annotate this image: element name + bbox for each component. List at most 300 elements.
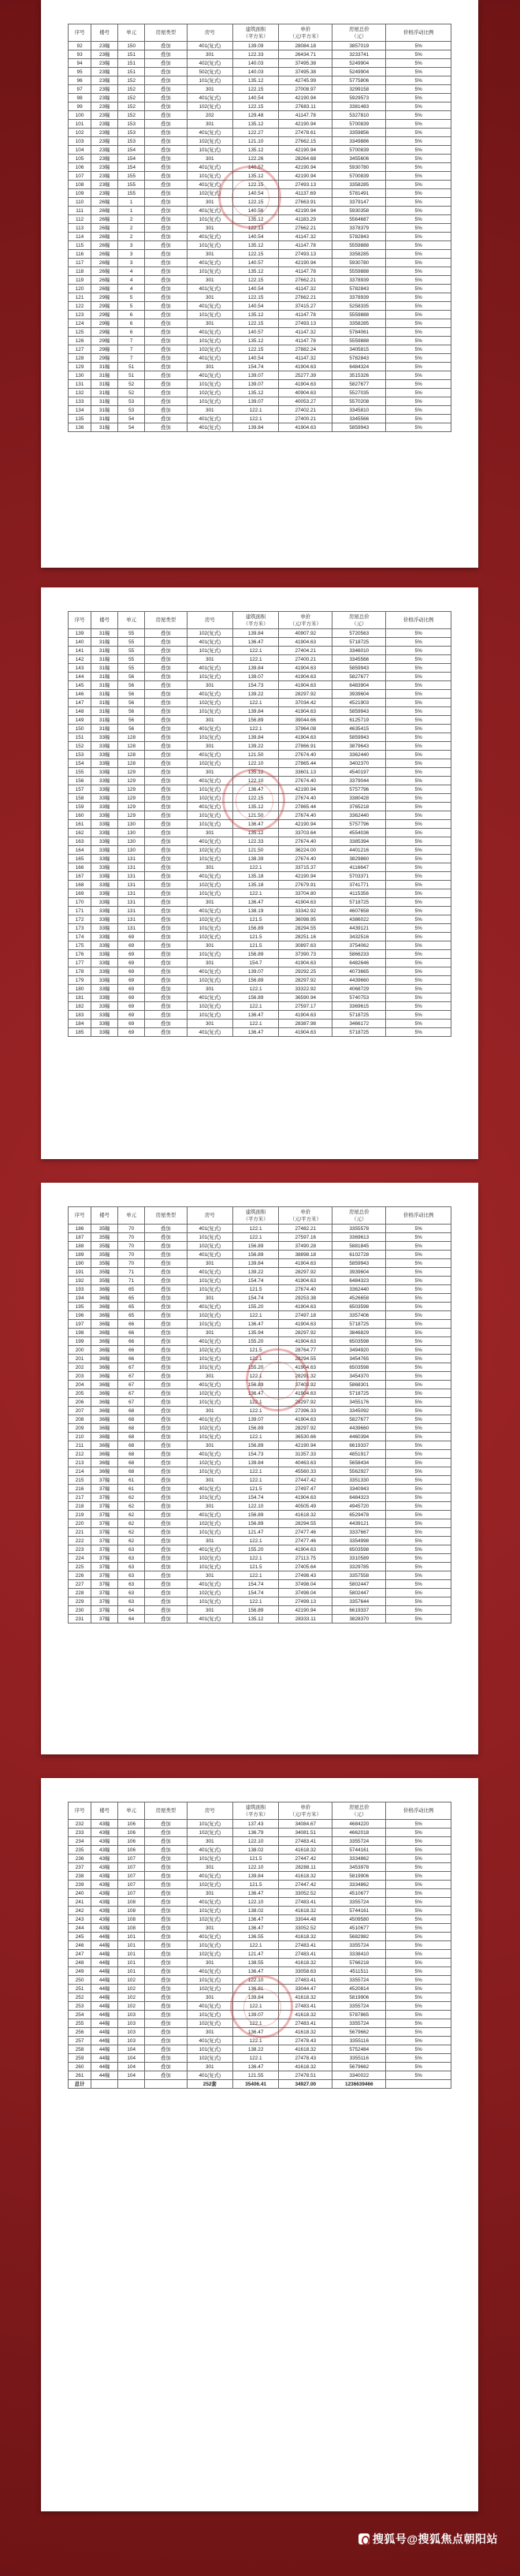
table-cell: 5%: [386, 406, 451, 415]
table-cell: 235: [69, 1846, 91, 1855]
table-cell: 27662.21: [279, 276, 332, 285]
table-row: [69, 1881, 451, 1889]
table-cell: 122.15: [232, 103, 278, 111]
table-cell: 102(复式): [187, 1950, 232, 1959]
table-row: [69, 1259, 451, 1268]
table-cell: 5%: [386, 293, 451, 302]
table-cell: 131: [118, 915, 145, 924]
table-cell: 198: [69, 1329, 91, 1337]
table-cell: 122.27: [232, 129, 278, 137]
table-row: [69, 681, 451, 690]
table-cell: 叠加: [145, 1259, 187, 1268]
table-cell: 叠加: [145, 1502, 187, 1511]
table-cell: 154.74: [232, 1589, 278, 1597]
table-row: [69, 1580, 451, 1589]
column-header: 价格浮动比例: [386, 1207, 451, 1225]
table-cell: 3454370: [332, 1372, 386, 1381]
table-cell: 102(复式): [187, 1459, 232, 1467]
table-cell: 27493.13: [279, 250, 332, 259]
table-cell: 5%: [386, 2063, 451, 2071]
table-cell: 102(复式): [187, 2019, 232, 2028]
table-cell: 225: [69, 1563, 91, 1571]
table-cell: 叠加: [145, 1993, 187, 2002]
table-cell: 3358285: [332, 181, 386, 189]
table-cell: 101(复式): [187, 707, 232, 716]
table-cell: 33幢: [91, 777, 118, 785]
table-cell: 叠加: [145, 1563, 187, 1571]
table-cell: 56: [118, 681, 145, 690]
table-row: [69, 2002, 451, 2011]
table-cell: 101(复式): [187, 1355, 232, 1363]
table-cell: 5744161: [332, 1846, 386, 1855]
sohu-logo-icon: [358, 2533, 370, 2544]
table-cell: 55: [118, 629, 145, 638]
table-cell: 叠加: [145, 751, 187, 759]
table-cell: 23幢: [91, 181, 118, 189]
table-cell: 44幢: [91, 2037, 118, 2045]
table-cell: 23幢: [91, 146, 118, 155]
table-cell: 5859943: [332, 664, 386, 673]
table-cell: 122.1: [232, 647, 278, 655]
table-cell: 212: [69, 1450, 91, 1459]
table-cell: 叠加: [145, 1294, 187, 1303]
table-cell: 5%: [386, 1450, 451, 1459]
table-cell: 111: [69, 207, 91, 215]
table-cell: 叠加: [145, 1915, 187, 1924]
table-row: [69, 1242, 451, 1251]
table-cell: 121.5: [232, 933, 278, 941]
table-cell: 38898.18: [279, 1251, 332, 1259]
table-row: [69, 1985, 451, 1993]
table-cell: 200: [69, 1346, 91, 1355]
table-row: [69, 751, 451, 759]
table-cell: 5%: [386, 1277, 451, 1285]
table-cell: 叠加: [145, 172, 187, 181]
table-cell: 5%: [386, 1398, 451, 1407]
table-cell: 3329785: [332, 1563, 386, 1571]
table-cell: 122.1: [232, 1407, 278, 1415]
table-cell: 5%: [386, 1941, 451, 1950]
table-cell: 27497.18: [279, 1311, 332, 1320]
table-cell: 27683.11: [279, 103, 332, 111]
table-cell: 33幢: [91, 941, 118, 950]
table-cell: 105: [69, 155, 91, 163]
table-cell: 5%: [386, 976, 451, 985]
table-cell: 401(复式): [187, 1872, 232, 1881]
table-cell: 112: [69, 215, 91, 224]
table-cell: 27396.33: [279, 1407, 332, 1415]
table-cell: 33342.92: [279, 907, 332, 915]
table-cell: 101(复式): [187, 2045, 232, 2054]
table-row: [69, 725, 451, 733]
table-cell: 63: [118, 1563, 145, 1571]
table-row: [69, 1872, 451, 1881]
table-cell: 41618.32: [279, 1959, 332, 1967]
table-cell: 155.20: [232, 1337, 278, 1346]
table-cell: 135.12: [232, 768, 278, 777]
table-cell: 5%: [386, 2028, 451, 2037]
table-cell: 301: [187, 1537, 232, 1545]
table-cell: 33幢: [91, 1028, 118, 1037]
table-cell: 120: [69, 285, 91, 293]
table-cell: 叠加: [145, 837, 187, 846]
table-cell: 121.50: [232, 751, 278, 759]
price-table: [68, 1802, 451, 2089]
table-cell: 401(复式): [187, 233, 232, 241]
table-cell: 叠加: [145, 1028, 187, 1037]
table-cell: 152: [118, 103, 145, 111]
price-sheet-page: [41, 587, 478, 1159]
table-cell: 3379147: [332, 198, 386, 207]
table-cell: 5930358: [332, 207, 386, 215]
table-cell: 249: [69, 1967, 91, 1976]
table-cell: 102(复式): [187, 389, 232, 397]
table-cell: 叠加: [145, 855, 187, 863]
table-cell: 27499.13: [279, 1597, 332, 1606]
table-cell: 31幢: [91, 415, 118, 423]
table-cell: 125: [69, 328, 91, 337]
table-cell: 180: [69, 985, 91, 993]
table-cell: 131: [118, 863, 145, 872]
table-cell: 叠加: [145, 985, 187, 993]
table-cell: 155.20: [232, 1545, 278, 1554]
table-cell: 5%: [386, 1924, 451, 1933]
table-cell: 69: [118, 959, 145, 967]
table-cell: 136.55: [232, 1933, 278, 1941]
table-cell: 122.1: [232, 889, 278, 898]
table-row: [69, 967, 451, 976]
table-cell: 3355724: [332, 1837, 386, 1846]
table-cell: 26幢: [91, 198, 118, 207]
table-cell: 叠加: [145, 1363, 187, 1372]
table-cell: 叠加: [145, 2011, 187, 2019]
table-cell: 36幢: [91, 1450, 118, 1459]
table-cell: 3351330: [332, 1476, 386, 1485]
table-cell: 62: [118, 1511, 145, 1519]
table-cell: 136.47: [232, 1967, 278, 1976]
table-cell: 5%: [386, 42, 451, 50]
table-cell: 139.84: [232, 423, 278, 432]
table-cell: 6484323: [332, 1277, 386, 1285]
table-cell: 叠加: [145, 328, 187, 337]
table-cell: 204: [69, 1381, 91, 1389]
table-cell: 3939604: [332, 690, 386, 699]
table-cell: 29幢: [91, 311, 118, 319]
table-cell: 叠加: [145, 1002, 187, 1011]
table-cell: 5%: [386, 1329, 451, 1337]
table-cell: 136.47: [232, 785, 278, 794]
table-cell: 5%: [386, 1311, 451, 1320]
table-cell: 166: [69, 863, 91, 872]
table-cell: 122.15: [232, 794, 278, 803]
table-cell: 44幢: [91, 1941, 118, 1950]
table-cell: 5%: [386, 1959, 451, 1967]
table-cell: 26幢: [91, 285, 118, 293]
table-cell: 43幢: [91, 1924, 118, 1933]
table-cell: 叠加: [145, 1225, 187, 1233]
table-cell: 5%: [386, 1863, 451, 1872]
table-cell: 23幢: [91, 103, 118, 111]
table-cell: 301: [187, 1476, 232, 1485]
table-cell: 5802447: [332, 1580, 386, 1589]
table-row: [69, 1381, 451, 1389]
table-cell: 101: [118, 1933, 145, 1941]
table-cell: 101(复式): [187, 647, 232, 655]
table-cell: 41904.63: [279, 1545, 332, 1554]
table-cell: 5%: [386, 1424, 451, 1433]
table-row: [69, 959, 451, 967]
table-cell: 7: [118, 345, 145, 354]
table-cell: 101(复式): [187, 397, 232, 406]
table-cell: 122.15: [232, 293, 278, 302]
table-cell: 叠加: [145, 207, 187, 215]
table-cell: 135.12: [232, 389, 278, 397]
table-cell: 41618.32: [279, 1993, 332, 2002]
table-cell: 301: [187, 1259, 232, 1268]
table-cell: 102(复式): [187, 933, 232, 941]
column-header: 单元: [118, 1207, 145, 1225]
table-cell: 5%: [386, 681, 451, 690]
table-cell: 3378379: [332, 224, 386, 233]
table-cell: 131: [118, 855, 145, 863]
table-cell: 37幢: [91, 1537, 118, 1545]
table-cell: 130: [118, 820, 145, 829]
table-cell: 5%: [386, 950, 451, 959]
table-cell: 136.47: [232, 820, 278, 829]
table-cell: 26幢: [91, 259, 118, 267]
table-cell: 叠加: [145, 1615, 187, 1624]
table-cell: 5%: [386, 1511, 451, 1519]
table-cell: 153: [118, 129, 145, 137]
table-cell: 6503598: [332, 1545, 386, 1554]
table-cell: 36530.66: [279, 1433, 332, 1441]
table-cell: 301: [187, 898, 232, 907]
table-cell: 5859943: [332, 733, 386, 742]
table-cell: 65: [118, 1303, 145, 1311]
table-cell: 26幢: [91, 250, 118, 259]
table-cell: 3362440: [332, 811, 386, 820]
table-cell: 5%: [386, 863, 451, 872]
table-cell: 5%: [386, 629, 451, 638]
table-cell: 3310589: [332, 1554, 386, 1563]
table-cell: 5%: [386, 2011, 451, 2019]
table-cell: 401(复式): [187, 967, 232, 976]
table-cell: 102(复式): [187, 1829, 232, 1837]
table-cell: 135.12: [232, 215, 278, 224]
table-cell: 301: [187, 1571, 232, 1580]
table-cell: 叠加: [145, 406, 187, 415]
table-cell: 28297.92: [279, 1424, 332, 1433]
table-cell: 301: [187, 120, 232, 129]
table-cell: 5%: [386, 328, 451, 337]
table-row: [69, 768, 451, 777]
table-cell: 23幢: [91, 189, 118, 198]
table-cell: 122.1: [232, 1941, 278, 1950]
table-cell: 238: [69, 1872, 91, 1881]
table-cell: 401(复式): [187, 42, 232, 50]
table-cell: 4: [118, 276, 145, 285]
table-cell: 5%: [386, 959, 451, 967]
table-cell: 107: [118, 1855, 145, 1863]
table-cell: 5%: [386, 1993, 451, 2002]
table-cell: 5859943: [332, 707, 386, 716]
table-cell: 37幢: [91, 1502, 118, 1511]
table-row: [69, 50, 451, 59]
table-cell: 136.47: [232, 898, 278, 907]
table-cell: 63: [118, 1580, 145, 1589]
table-cell: 5%: [386, 2054, 451, 2063]
table-cell: 叠加: [145, 820, 187, 829]
table-cell: 4068729: [332, 985, 386, 993]
table-cell: 247: [69, 1950, 91, 1959]
table-cell: 101(复式): [187, 1363, 232, 1372]
table-cell: 136: [69, 423, 91, 432]
table-cell: 叠加: [145, 742, 187, 751]
table-cell: 叠加: [145, 293, 187, 302]
table-cell: 44幢: [91, 2019, 118, 2028]
column-header: 房屋总价 （元）: [332, 612, 386, 629]
table-row: [69, 120, 451, 129]
table-row: [69, 215, 451, 224]
table-cell: 27483.41: [279, 1898, 332, 1907]
table-cell: 27483.41: [279, 1950, 332, 1959]
table-cell: 5%: [386, 1967, 451, 1976]
table-cell: 5%: [386, 233, 451, 241]
table-cell: 36幢: [91, 1389, 118, 1398]
table-cell: 259: [69, 2054, 91, 2063]
table-cell: 36幢: [91, 1372, 118, 1381]
table-cell: 401(复式): [187, 1933, 232, 1941]
table-cell: 叠加: [145, 1519, 187, 1528]
table-cell: 41904.63: [279, 1277, 332, 1285]
table-cell: 94: [69, 59, 91, 68]
table-cell: 4511511: [332, 1967, 386, 1976]
table-cell: 236: [69, 1855, 91, 1863]
table-cell: 139.84: [232, 1259, 278, 1268]
table-cell: 27008.97: [279, 85, 332, 94]
table-cell: 42190.94: [279, 820, 332, 829]
table-row: [69, 933, 451, 941]
table-cell: 113: [69, 224, 91, 233]
table-row: [69, 1606, 451, 1615]
table-cell: 28084.18: [279, 42, 332, 50]
table-cell: 156.89: [232, 1242, 278, 1251]
table-cell: 102(复式): [187, 629, 232, 638]
table-cell: 5%: [386, 1519, 451, 1528]
table-row: [69, 337, 451, 345]
table-cell: 136.47: [232, 1924, 278, 1933]
table-cell: 110: [69, 198, 91, 207]
table-cell: 5%: [386, 397, 451, 406]
table-cell: 41904.63: [279, 1363, 332, 1372]
table-cell: 104: [118, 2063, 145, 2071]
table-cell: 122.1: [232, 1554, 278, 1563]
table-cell: 301: [187, 319, 232, 328]
table-row: [69, 1337, 451, 1346]
table-cell: 116: [69, 250, 91, 259]
table-row: [69, 1424, 451, 1433]
table-cell: 52: [118, 380, 145, 389]
table-cell: 301: [187, 1959, 232, 1967]
column-header: 建筑面积 （平方米）: [232, 1207, 278, 1225]
column-header: 房屋总价 （元）: [332, 24, 386, 42]
table-cell: 301: [187, 250, 232, 259]
table-cell: 102(复式): [187, 189, 232, 198]
table-cell: 3857019: [332, 42, 386, 50]
table-cell: 103: [118, 2019, 145, 2028]
table-cell: 101(复式): [187, 950, 232, 959]
table-cell: 122.15: [232, 250, 278, 259]
table-row: [69, 1907, 451, 1915]
table-cell: 叠加: [145, 1011, 187, 1020]
table-cell: 301: [187, 276, 232, 285]
column-header: 房屋类型: [145, 1207, 187, 1225]
table-cell: 121.50: [232, 846, 278, 855]
table-cell: 5718725: [332, 1389, 386, 1398]
table-cell: 156.89: [232, 1424, 278, 1433]
table-cell: 叠加: [145, 1372, 187, 1381]
table-cell: 5559888: [332, 311, 386, 319]
table-cell: 叠加: [145, 967, 187, 976]
table-cell: 叠加: [145, 933, 187, 941]
table-cell: 129: [118, 777, 145, 785]
table-cell: 27478.51: [279, 2071, 332, 2080]
table-cell: 122.1: [232, 2019, 278, 2028]
table-cell: 150: [69, 725, 91, 733]
table-cell: 301: [187, 1329, 232, 1337]
table-cell: 139.84: [232, 707, 278, 716]
table-cell: 37幢: [91, 1606, 118, 1615]
table-cell: 5819906: [332, 1872, 386, 1881]
table-cell: 5%: [386, 993, 451, 1002]
table-cell: 叠加: [145, 233, 187, 241]
table-cell: 3: [118, 241, 145, 250]
table-cell: 101(复式): [187, 1277, 232, 1285]
table-cell: 28264.68: [279, 155, 332, 163]
table-cell: 5679662: [332, 2028, 386, 2037]
table-row: [69, 1829, 451, 1837]
table-cell: 43幢: [91, 1829, 118, 1837]
table-cell: 234: [69, 1837, 91, 1846]
table-cell: 62: [118, 1502, 145, 1511]
table-row: [69, 1597, 451, 1606]
table-cell: 33幢: [91, 751, 118, 759]
table-cell: 102(复式): [187, 1389, 232, 1398]
table-cell: 33幢: [91, 1002, 118, 1011]
table-cell: 31幢: [91, 647, 118, 655]
table-cell: 401(复式): [187, 1511, 232, 1519]
table-cell: 5%: [386, 1225, 451, 1233]
table-cell: 108: [118, 1907, 145, 1915]
table-cell: 27866.91: [279, 742, 332, 751]
table-cell: 叠加: [145, 389, 187, 397]
table-row: [69, 1959, 451, 1967]
table-row: [69, 311, 451, 319]
table-cell: 27477.46: [279, 1528, 332, 1537]
table-cell: 122.15: [232, 319, 278, 328]
table-cell: 41904.63: [279, 681, 332, 690]
table-cell: 5%: [386, 733, 451, 742]
table-row: [69, 1615, 451, 1624]
table-cell: 301: [187, 742, 232, 751]
table-cell: 37幢: [91, 1580, 118, 1589]
table-cell: 132: [69, 389, 91, 397]
table-cell: 121.5: [232, 941, 278, 950]
table-row: [69, 855, 451, 863]
table-cell: 301: [187, 363, 232, 371]
table-cell: 5%: [386, 380, 451, 389]
table-cell: 5559888: [332, 241, 386, 250]
